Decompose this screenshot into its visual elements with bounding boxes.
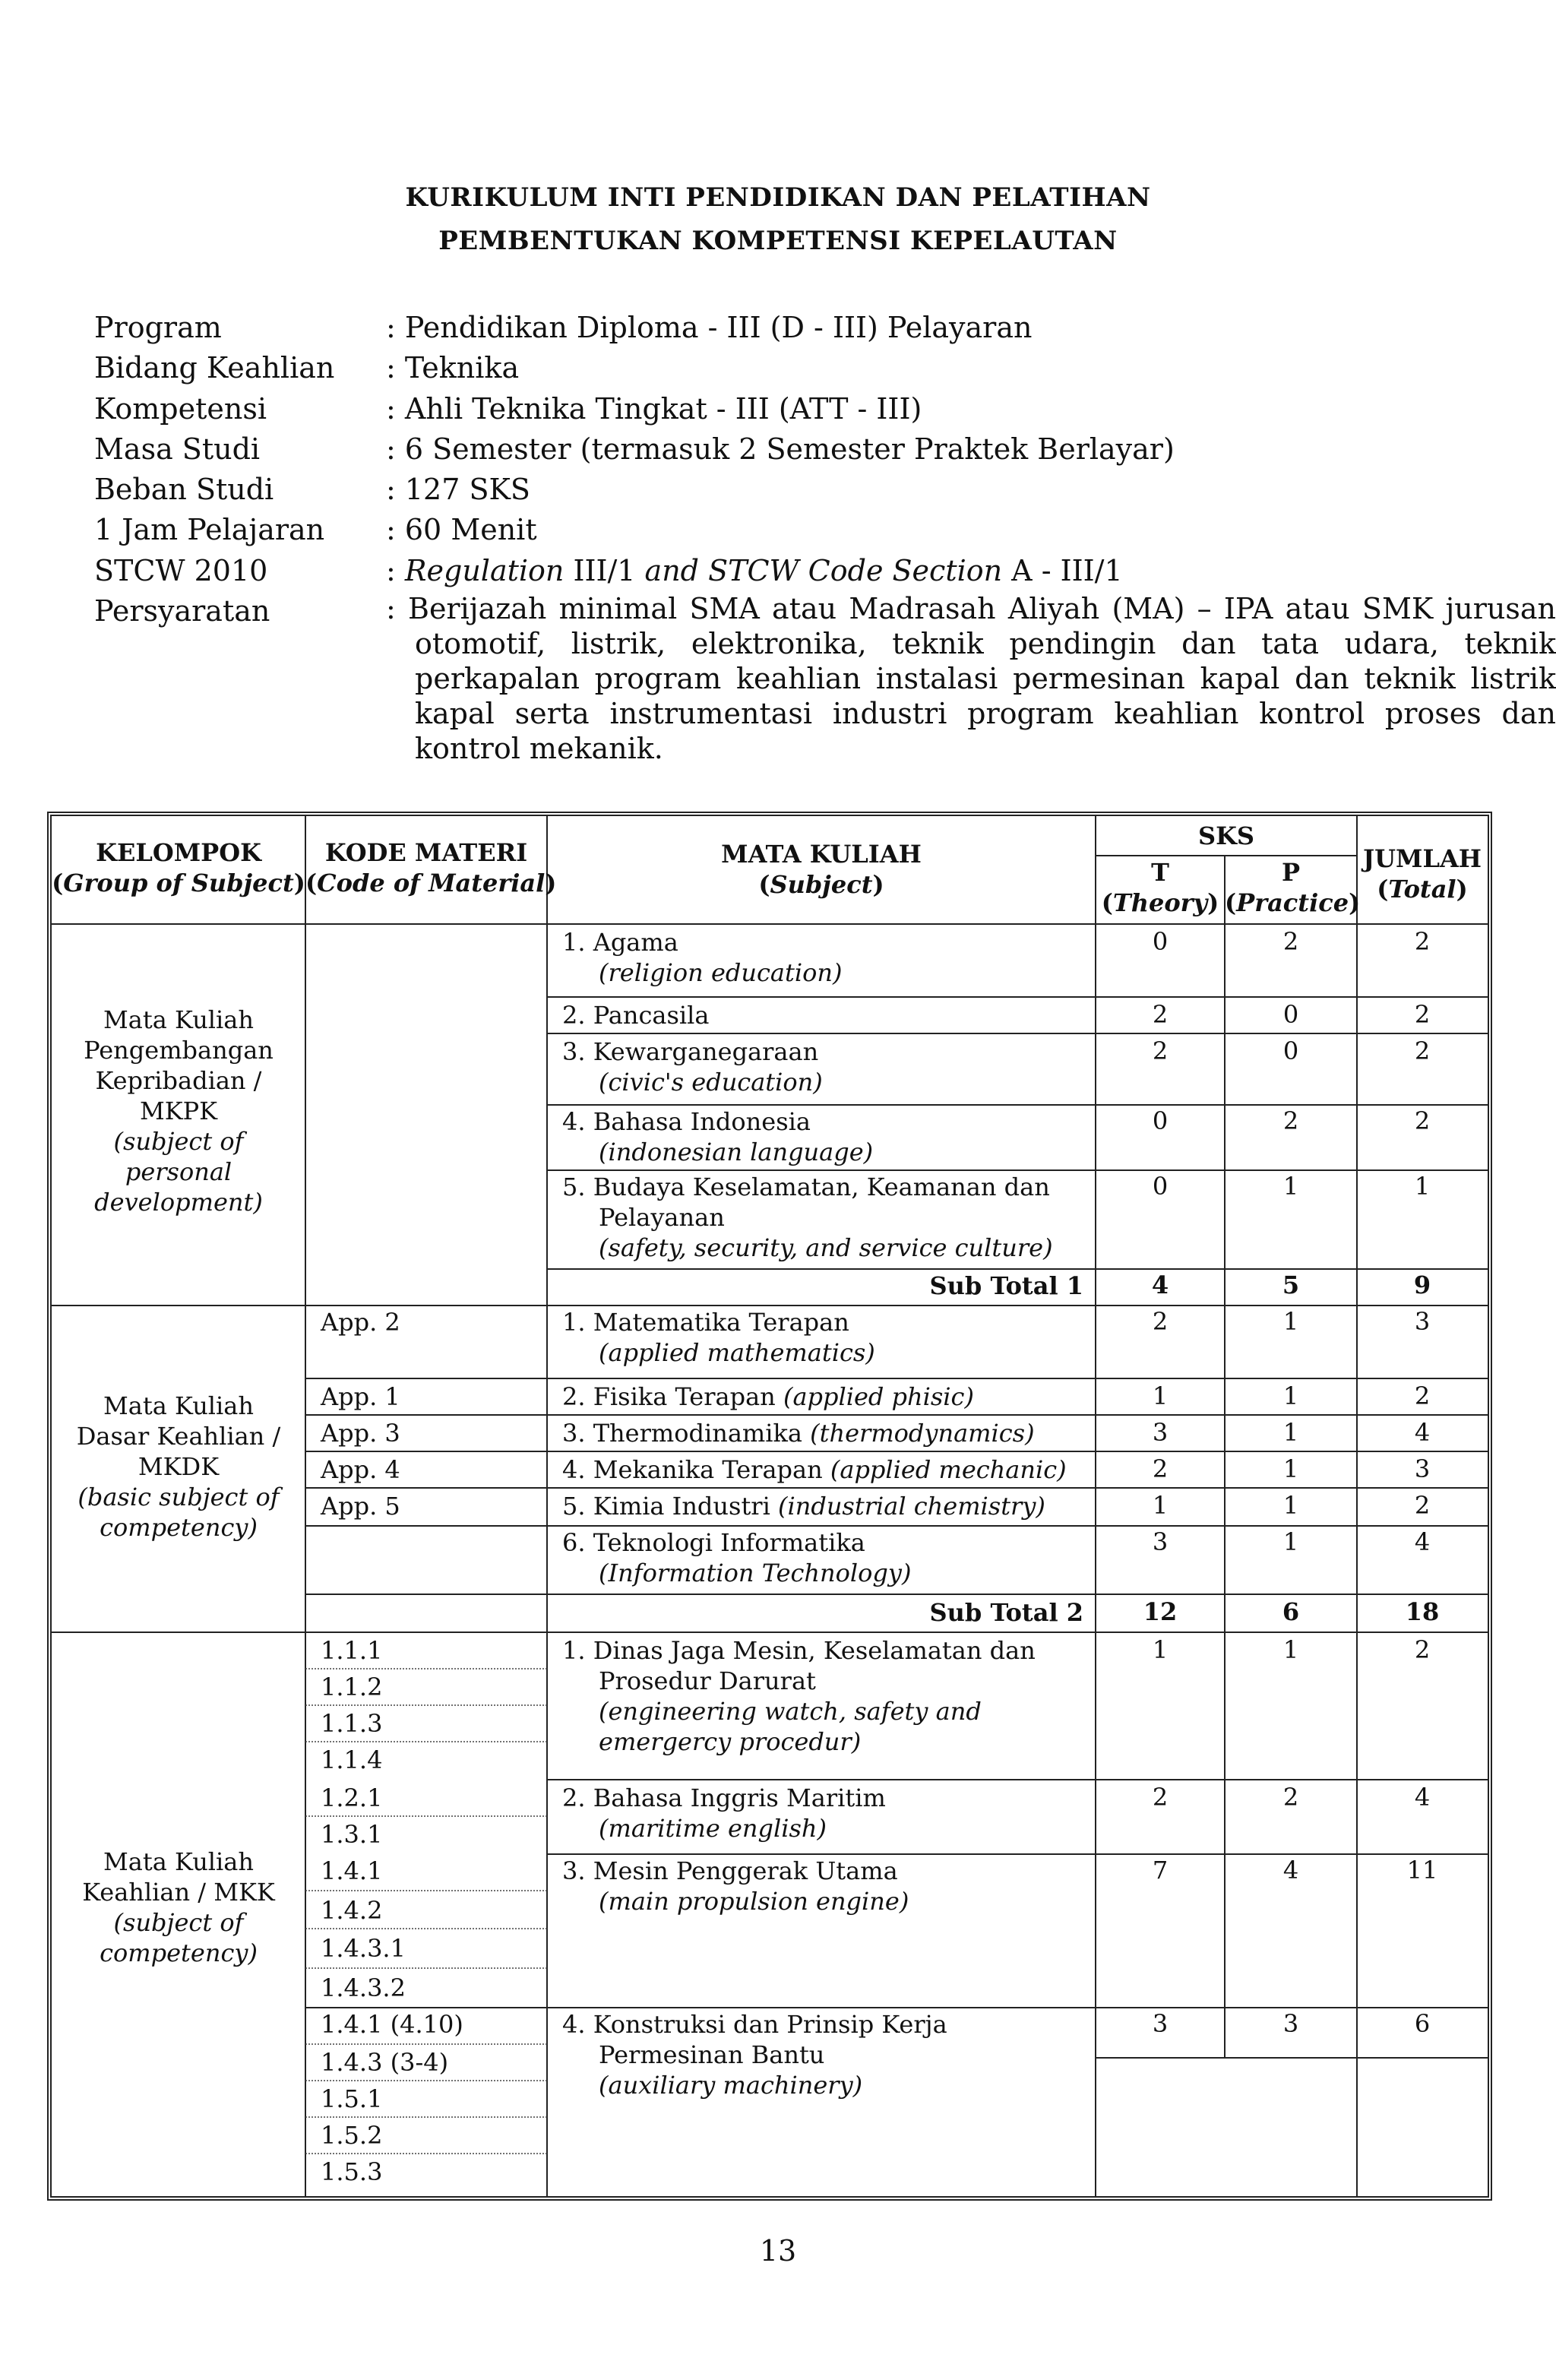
subject-row: 4. Mekanika Terapan (applied mechanic) bbox=[562, 1455, 1067, 1484]
subtotal-1-label: Sub Total 1 bbox=[929, 1271, 1083, 1300]
sks-cell: 4 bbox=[1414, 1418, 1431, 1447]
code-cell: 1.1.2 bbox=[321, 1673, 383, 1701]
sks-cell: 3 bbox=[1152, 1527, 1169, 1556]
sks-cell: 18 bbox=[1405, 1597, 1440, 1626]
sks-cell: 1 bbox=[1282, 1491, 1299, 1520]
sks-cell: 2 bbox=[1152, 1454, 1169, 1483]
subtotal-2-label: Sub Total 2 bbox=[929, 1598, 1083, 1627]
code-cell: App. 5 bbox=[321, 1492, 400, 1521]
code-cell: 1.5.3 bbox=[321, 2157, 383, 2186]
header-subject: MATA KULIAH (Subject) bbox=[721, 840, 922, 899]
code-cell: 1.4.3 (3-4) bbox=[321, 2048, 449, 2077]
info-value: : Teknika bbox=[386, 351, 520, 385]
sks-cell: 6 bbox=[1282, 1597, 1300, 1626]
sks-cell: 3 bbox=[1152, 1418, 1169, 1447]
document-title-line1: KURIKULUM INTI PENDIDIKAN DAN PELATIHAN bbox=[405, 182, 1151, 213]
sks-cell: 2 bbox=[1414, 1037, 1431, 1065]
subject-row: 5. Kimia Industri (industrial chemistry) bbox=[562, 1492, 1045, 1521]
info-value: : 60 Menit bbox=[386, 513, 537, 547]
sks-cell: 3 bbox=[1414, 1307, 1431, 1336]
sks-cell: 2 bbox=[1152, 1783, 1169, 1812]
code-cell: 1.4.3.1 bbox=[321, 1934, 406, 1963]
sks-cell: 0 bbox=[1282, 1000, 1299, 1029]
sks-cell: 0 bbox=[1152, 1172, 1169, 1201]
sks-cell: 1 bbox=[1282, 1635, 1299, 1664]
sks-cell: 2 bbox=[1282, 1106, 1299, 1135]
info-label: Beban Studi bbox=[94, 473, 274, 507]
sks-cell: 4 bbox=[1414, 1527, 1431, 1556]
sks-cell: 0 bbox=[1152, 1106, 1169, 1135]
code-cell: App. 2 bbox=[321, 1308, 400, 1337]
subject-row: 4. Konstruksi dan Prinsip Kerja Permesinan Bantu (auxiliary machinery) bbox=[562, 2010, 947, 2100]
group-mkdk: Mata Kuliah Dasar Keahlian / MKDK (basic subject of competency) bbox=[76, 1391, 281, 1542]
sks-cell: 4 bbox=[1151, 1271, 1169, 1299]
code-cell: App. 4 bbox=[321, 1455, 400, 1484]
info-row-kompetensi bbox=[94, 389, 1462, 429]
sks-cell: 3 bbox=[1152, 2009, 1169, 2038]
sks-cell: 3 bbox=[1414, 1454, 1431, 1483]
sks-cell: 2 bbox=[1414, 927, 1431, 956]
group-mkk: Mata Kuliah Keahlian / MKK (subject of competency) bbox=[82, 1847, 275, 1967]
sks-cell: 1 bbox=[1414, 1172, 1431, 1201]
curriculum-table bbox=[50, 815, 1489, 2198]
info-label: Kompetensi bbox=[94, 391, 267, 426]
sks-cell: 2 bbox=[1152, 1000, 1169, 1029]
sks-cell: 2 bbox=[1414, 1381, 1431, 1410]
sks-cell: 2 bbox=[1152, 1307, 1169, 1336]
info-row-program bbox=[94, 308, 1462, 348]
header-total: JUMLAH (Total) bbox=[1362, 844, 1482, 904]
sks-cell: 2 bbox=[1282, 1783, 1299, 1812]
sks-cell: 0 bbox=[1152, 927, 1169, 956]
page-number: 13 bbox=[759, 2234, 797, 2268]
header-group: KELOMPOK (Group of Subject) bbox=[52, 838, 305, 897]
document-title-line2: PEMBENTUKAN KOMPETENSI KEPELAUTAN bbox=[438, 226, 1118, 256]
header-theory: T (Theory) bbox=[1101, 858, 1219, 917]
subject-row: 5. Budaya Keselamatan, Keamanan dan Pelayanan (safety, security, and service culture) bbox=[562, 1173, 1053, 1262]
code-cell: 1.4.3.2 bbox=[321, 1973, 406, 2002]
code-cell: 1.1.3 bbox=[321, 1709, 383, 1738]
info-value: : Pendidikan Diploma - III (D - III) Pelayaran bbox=[386, 311, 1033, 344]
info-row-stcw bbox=[94, 551, 1462, 591]
code-cell: App. 3 bbox=[321, 1419, 400, 1448]
sks-cell: 2 bbox=[1152, 1037, 1169, 1065]
sks-cell: 2 bbox=[1414, 1491, 1431, 1520]
sks-cell: 5 bbox=[1282, 1271, 1300, 1299]
sks-cell: 2 bbox=[1414, 1635, 1431, 1664]
info-label: 1 Jam Pelajaran bbox=[94, 513, 325, 547]
info-row-jam bbox=[94, 510, 1462, 550]
info-value bbox=[386, 551, 1123, 591]
subject-row: 2. Pancasila bbox=[562, 1001, 710, 1030]
code-cell: 1.4.2 bbox=[321, 1896, 383, 1925]
code-cell: 1.2.1 bbox=[321, 1783, 383, 1812]
sks-cell: 2 bbox=[1414, 1106, 1431, 1135]
sks-cell: 0 bbox=[1282, 1037, 1299, 1065]
sks-cell: 2 bbox=[1414, 1000, 1431, 1029]
info-value: : Ahli Teknika Tingkat - III (ATT - III) bbox=[386, 391, 922, 426]
sks-cell: 1 bbox=[1152, 1491, 1169, 1520]
stcw-suffix: A - III/1 bbox=[1002, 553, 1123, 587]
subject-row: 1. Agama (religion education) bbox=[562, 928, 843, 987]
sks-cell: 7 bbox=[1152, 1856, 1169, 1885]
sks-cell: 3 bbox=[1282, 2009, 1299, 2038]
header-sks: SKS bbox=[1197, 821, 1255, 850]
stcw-mid: III/1 bbox=[564, 553, 645, 587]
stcw-regulation: Regulation bbox=[404, 553, 565, 587]
stcw-code-section: and STCW Code Section bbox=[644, 553, 1003, 587]
sks-cell: 1 bbox=[1282, 1307, 1299, 1336]
subject-row: 6. Teknologi Informatika (Information Technology) bbox=[562, 1528, 912, 1587]
info-row-persyaratan bbox=[94, 591, 1556, 766]
sks-cell: 1 bbox=[1152, 1381, 1169, 1410]
header-practice: P (Practice) bbox=[1225, 858, 1361, 917]
subject-row: 3. Thermodinamika (thermodynamics) bbox=[562, 1419, 1035, 1448]
info-label: Masa Studi bbox=[94, 432, 261, 466]
info-label: Bidang Keahlian bbox=[94, 351, 335, 385]
program-info bbox=[94, 308, 1556, 766]
subject-row: 1. Matematika Terapan (applied mathematics) bbox=[562, 1308, 875, 1367]
sks-cell: 1 bbox=[1282, 1418, 1299, 1447]
sks-cell: 1 bbox=[1282, 1172, 1299, 1201]
code-cell: 1.5.2 bbox=[321, 2121, 383, 2150]
header-code: KODE MATERI (Code of Material) bbox=[305, 838, 557, 897]
subject-row: 1. Dinas Jaga Mesin, Keselamatan dan Prosedur Darurat (engineering watch, safety and emergercy procedur) bbox=[562, 1636, 1036, 1756]
sks-cell: 4 bbox=[1282, 1856, 1299, 1885]
info-label: Program bbox=[94, 311, 222, 344]
subject-row: 3. Kewarganegaraan (civic's education) bbox=[562, 1037, 823, 1097]
code-cell: 1.1.4 bbox=[321, 1745, 383, 1774]
code-cell: 1.4.1 (4.10) bbox=[321, 2010, 463, 2039]
sks-cell: 4 bbox=[1414, 1783, 1431, 1812]
sks-cell: 1 bbox=[1282, 1381, 1299, 1410]
info-label: STCW 2010 bbox=[94, 553, 268, 587]
subject-row: 2. Bahasa Inggris Maritim (maritime english) bbox=[562, 1783, 886, 1843]
subject-row: 2. Fisika Terapan (applied phisic) bbox=[562, 1382, 974, 1411]
sks-cell: 1 bbox=[1282, 1454, 1299, 1483]
subject-row: 4. Bahasa Indonesia (indonesian language) bbox=[562, 1107, 874, 1166]
info-value: : 6 Semester (termasuk 2 Semester Praktek Berlayar) bbox=[386, 432, 1175, 466]
info-value: : 127 SKS bbox=[386, 473, 530, 507]
sks-cell: 11 bbox=[1406, 1856, 1438, 1885]
info-row-bidang bbox=[94, 348, 1462, 388]
sks-cell: 2 bbox=[1282, 927, 1299, 956]
info-value-requirements bbox=[386, 591, 1556, 766]
sks-cell: 12 bbox=[1143, 1597, 1178, 1626]
code-cell: App. 1 bbox=[321, 1382, 400, 1411]
sks-cell: 1 bbox=[1152, 1635, 1169, 1664]
sks-cell: 9 bbox=[1413, 1271, 1431, 1299]
info-label: Persyaratan bbox=[94, 594, 270, 628]
info-row-masa-studi bbox=[94, 429, 1462, 470]
group-mkpk: Mata Kuliah Pengembangan Kepribadian / MKPK (subject of personal development) bbox=[84, 1005, 274, 1217]
sks-cell: 6 bbox=[1414, 2009, 1431, 2038]
code-cell: 1.3.1 bbox=[321, 1820, 383, 1849]
code-cell: 1.5.1 bbox=[321, 2084, 383, 2113]
sks-cell: 1 bbox=[1282, 1527, 1299, 1556]
requirements-text: : Berijazah minimal SMA atau Madrasah Aliyah (MA) – IPA atau SMK jurusan otomotif, listrik, elektronika, teknik pendingin dan tata udara, teknik perkapalan program keahlian instalasi permesinan kapal dan teknik listrik kapal serta instrumentasi industri program keahlian kontrol proses dan kontrol mekanik. bbox=[386, 592, 1556, 766]
subject-row: 3. Mesin Penggerak Utama (main propulsion engine) bbox=[562, 1856, 909, 1916]
info-row-beban-studi bbox=[94, 470, 1462, 510]
code-cell: 1.4.1 bbox=[321, 1856, 383, 1885]
stcw-prefix: : bbox=[386, 553, 405, 587]
code-cell: 1.1.1 bbox=[321, 1636, 383, 1665]
